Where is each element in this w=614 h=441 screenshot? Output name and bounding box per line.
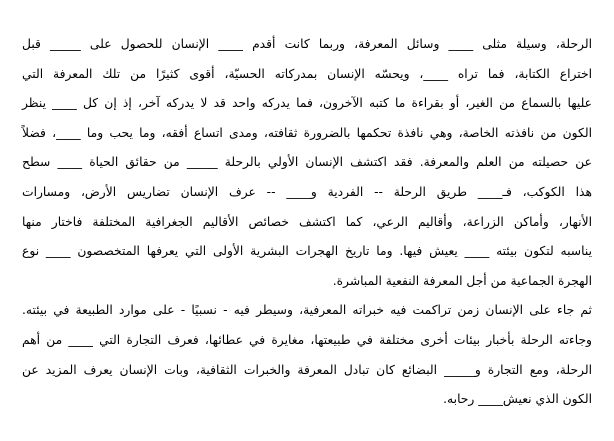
document-body — [22, 30, 592, 415]
text-line: ثم جاء على الإنسان زمن تراكمت فيه خبراته المعرفية، وسيطر فيه - نسبيًا - على موارد الطبيعة في بيئته. — [22, 303, 592, 318]
text-line: الكون من نافذته الخاصة، وهي نافذة تحكمها بالضرورة ثقافته، ومدى اتساع أفقه، وما يحب وما ____، فضلاً — [22, 125, 592, 140]
text-line: يناسبه لتكون بيئته ____ يعيش فيها. وما تاريخ الهجرات البشرية الأولى التي يعرفها المتخصصون ____ نوع — [22, 244, 592, 259]
text-line: الرحلة، وسيلة مثلى ____ وسائل المعرفة، وربما كانت أقدم ____ الإنسان للحصول على _____ قبل — [22, 37, 592, 51]
text-line: هذا الكوكب، فـ____ طريق الرحلة -- الفردية و____ -- عرف الإنسان تضاريس الأرض، ومسارات — [22, 184, 592, 199]
paragraph — [22, 30, 592, 296]
text-line: الهجرة الجماعية من أجل المعرفة النفعية المباشرة. — [332, 273, 592, 288]
text-line: الكون الذي نعيش____ رحابه. — [443, 392, 592, 407]
text-line: الرحلة، ومع التجارة و_____ البضائع كان تبادل المعرفة والخبرات الثقافية، وبات الإنسان يعرف المزيد عن — [22, 362, 592, 377]
text-line: عن حصيلته من العلم والمعرفة. فقد اكتشف الإنسان الأولي بالرحلة _____ من حقائق الحياة ____ سطح — [22, 155, 592, 170]
text-line: وجاءته الرحلة بأخبار بيئات أخرى مختلفة في طبيعتها، مغايرة في عطائها، فعرف التجارة التي ____ من أهم — [22, 332, 592, 347]
text-line: عليها بالسماع من الغير، أو بقراءة ما كتبه الآخرون، فما يدركه واحد قد لا يدركه آخر، إذ إن كل ____ ينظر — [22, 96, 592, 111]
text-line: الأنهار، وأماكن الزراعة، وأقاليم الرعي، كما اكتشف خصائص الأقاليم الجغرافية المختلفة فاختار منها — [22, 214, 592, 229]
text-line: اختراع الكتابة، فما تراه ____، ويحسّه الإنسان بمدركاته الحسيّة، أقوى كثيرًا من تلك المعرفة التي — [22, 66, 592, 81]
paragraph — [22, 296, 592, 414]
